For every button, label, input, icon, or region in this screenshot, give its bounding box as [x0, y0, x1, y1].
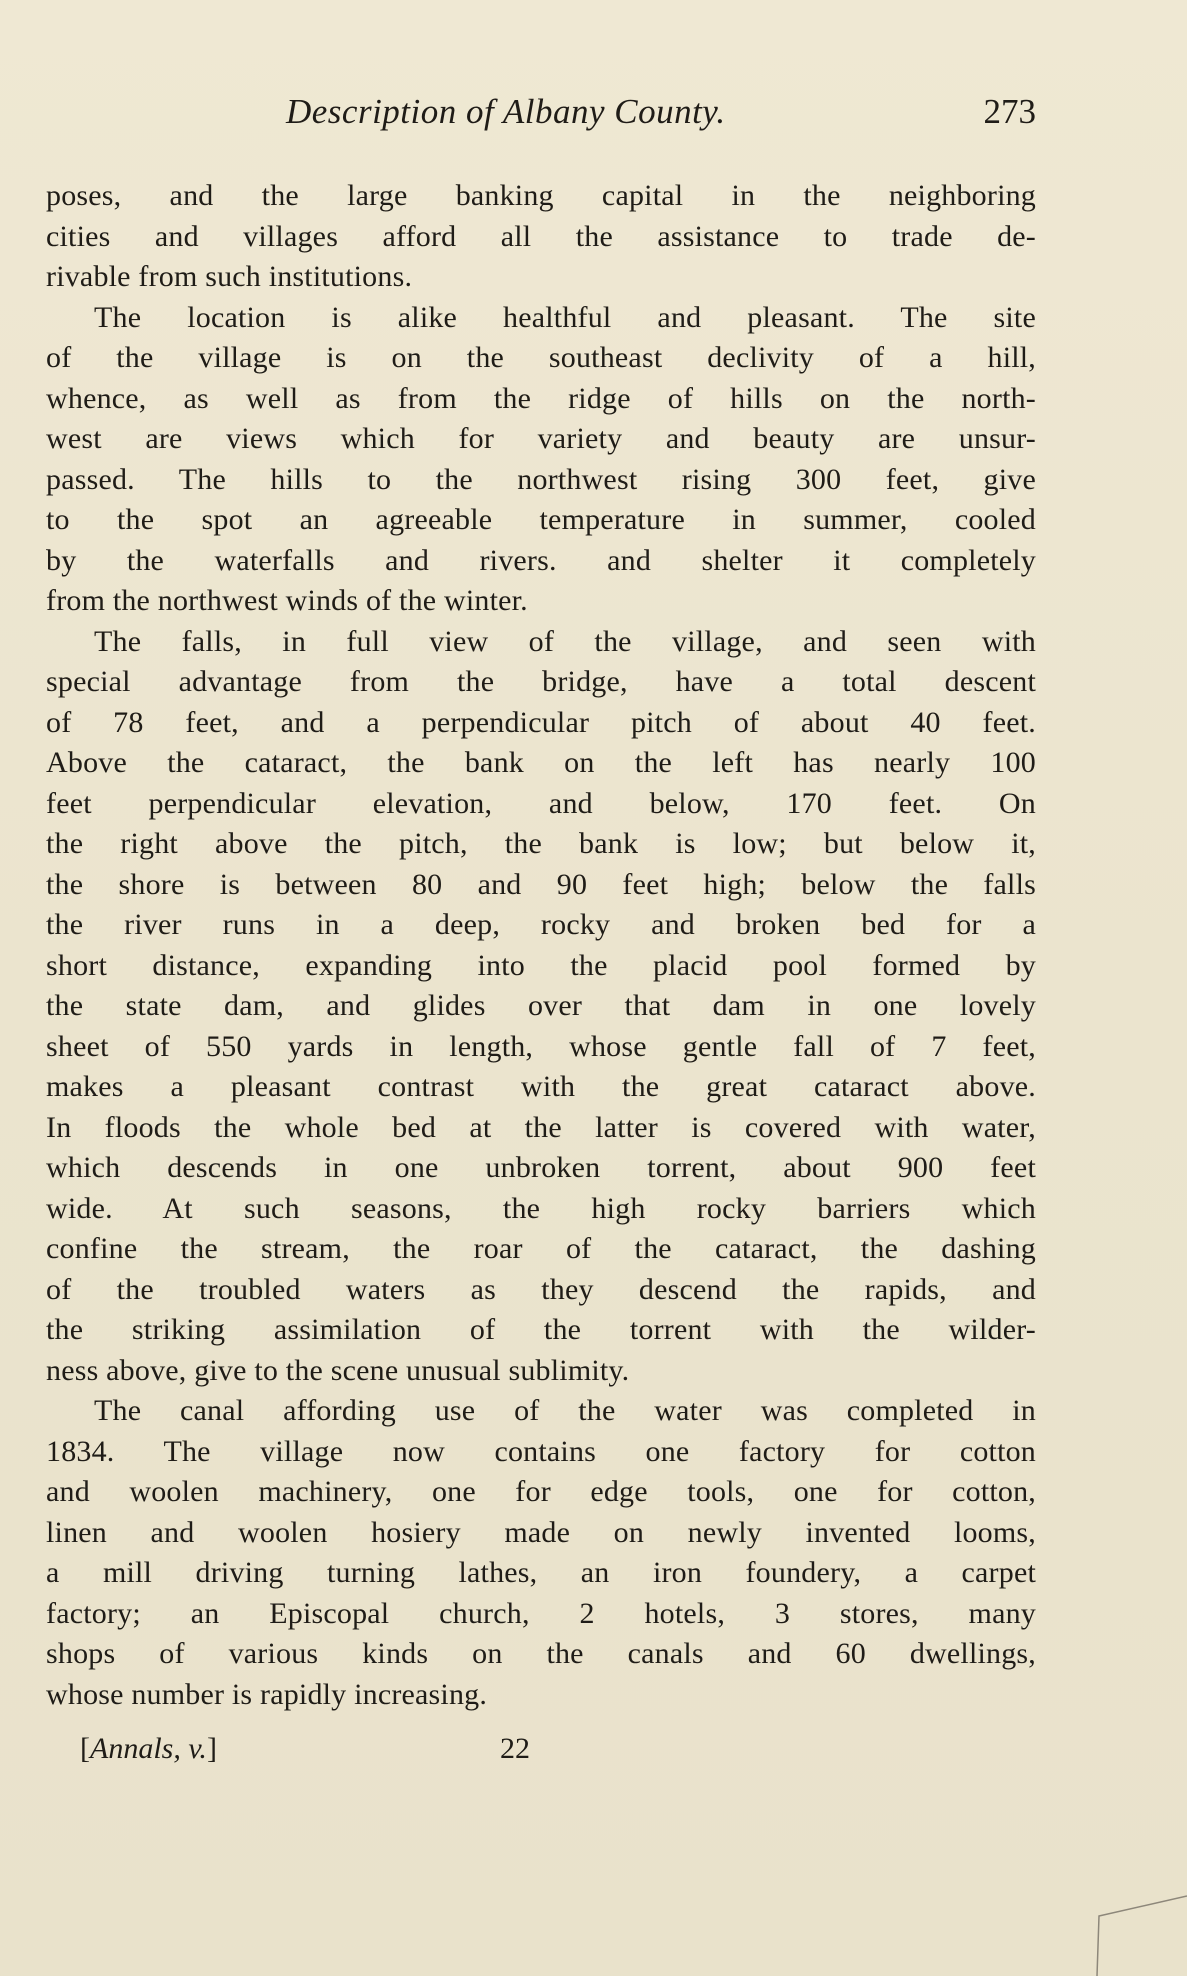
text-line: makes a pleasant contrast with the great cataract above. — [46, 1070, 1036, 1103]
text-line: the striking assimilation of the torrent with the wilder- — [46, 1313, 1036, 1346]
running-title: Description of Albany County. — [286, 92, 726, 131]
text-line: sheet of 550 yards in length, whose gentle fall of 7 feet, — [46, 1029, 1036, 1063]
text-line: rivable from such institutions. — [46, 260, 413, 293]
paragraph-start-line: The location is alike healthful and pleasant. The site — [94, 300, 1036, 334]
text-line: In floods the whole bed at the latter is covered with water, — [46, 1110, 1036, 1144]
text-line: a mill driving turning lathes, an iron foundery, a carpet — [46, 1556, 1036, 1589]
text-line: to the spot an agreeable temperature in summer, cooled — [46, 503, 1036, 536]
text-line: confine the stream, the roar of the cataract, the dashing — [46, 1232, 1036, 1265]
text-line: the shore is between 80 and 90 feet high; below the falls — [46, 867, 1036, 901]
body-text — [46, 176, 1036, 1715]
text-line: feet perpendicular elevation, and below, 170 feet. On — [46, 786, 1036, 820]
text-line: of 78 feet, and a perpendicular pitch of about 40 feet. — [46, 705, 1036, 739]
text-line: 1834. The village now contains one factory for cotton — [46, 1434, 1036, 1468]
sheet-number: 22 — [500, 1732, 530, 1765]
text-line: linen and woolen hosiery made on newly invented looms, — [46, 1515, 1036, 1549]
paragraph-start-line: The falls, in full view of the village, and seen with — [94, 624, 1036, 658]
text-line: Above the cataract, the bank on the left has nearly 100 — [46, 746, 1036, 779]
text-line: special advantage from the bridge, have a total descent — [46, 665, 1036, 698]
text-line: whence, as well as from the ridge of hills on the north- — [46, 381, 1036, 415]
text-line: west are views which for variety and beauty are unsur- — [46, 422, 1036, 455]
signature-open-bracket: [ — [80, 1732, 90, 1765]
running-head — [46, 92, 1036, 148]
text-line: of the village is on the southeast declivity of a hill, — [46, 341, 1036, 374]
text-line: factory; an Episcopal church, 2 hotels, 3 stores, many — [46, 1596, 1036, 1630]
text-line: wide. At such seasons, the high rocky barriers which — [46, 1191, 1036, 1225]
text-line: by the waterfalls and rivers. and shelter it completely — [46, 543, 1036, 577]
signature-close-bracket: ] — [206, 1732, 217, 1765]
text-line: short distance, expanding into the placid pool formed by — [46, 948, 1036, 982]
text-line: ness above, give to the scene unusual sublimity. — [46, 1353, 630, 1387]
text-line: of the troubled waters as they descend the rapids, and — [46, 1272, 1036, 1306]
text-line: poses, and the large banking capital in the neighboring — [46, 179, 1036, 212]
text-line: which descends in one unbroken torrent, about 900 feet — [46, 1151, 1036, 1184]
text-line: passed. The hills to the northwest rising 300 feet, give — [46, 462, 1036, 496]
paragraph-start-line: The canal affording use of the water was completed in — [94, 1394, 1036, 1427]
text-line: and woolen machinery, one for edge tools, one for cotton, — [46, 1475, 1036, 1508]
page-edge-mark — [1077, 1856, 1187, 1976]
text-line: shops of various kinds on the canals and 60 dwellings, — [46, 1637, 1036, 1670]
text-line: the river runs in a deep, rocky and broken bed for a — [46, 908, 1036, 941]
page-footer — [80, 1732, 680, 1778]
page-number: 273 — [983, 92, 1036, 131]
text-line: from the northwest winds of the winter. — [46, 584, 528, 617]
text-line: the right above the pitch, the bank is low; but below it, — [46, 827, 1036, 860]
text-line: cities and villages afford all the assistance to trade de- — [46, 219, 1036, 253]
signature-mark — [80, 1732, 217, 1766]
signature-title: Annals, v. — [90, 1732, 207, 1765]
text-line: whose number is rapidly increasing. — [46, 1677, 488, 1711]
text-line: the state dam, and glides over that dam in one lovely — [46, 989, 1036, 1022]
